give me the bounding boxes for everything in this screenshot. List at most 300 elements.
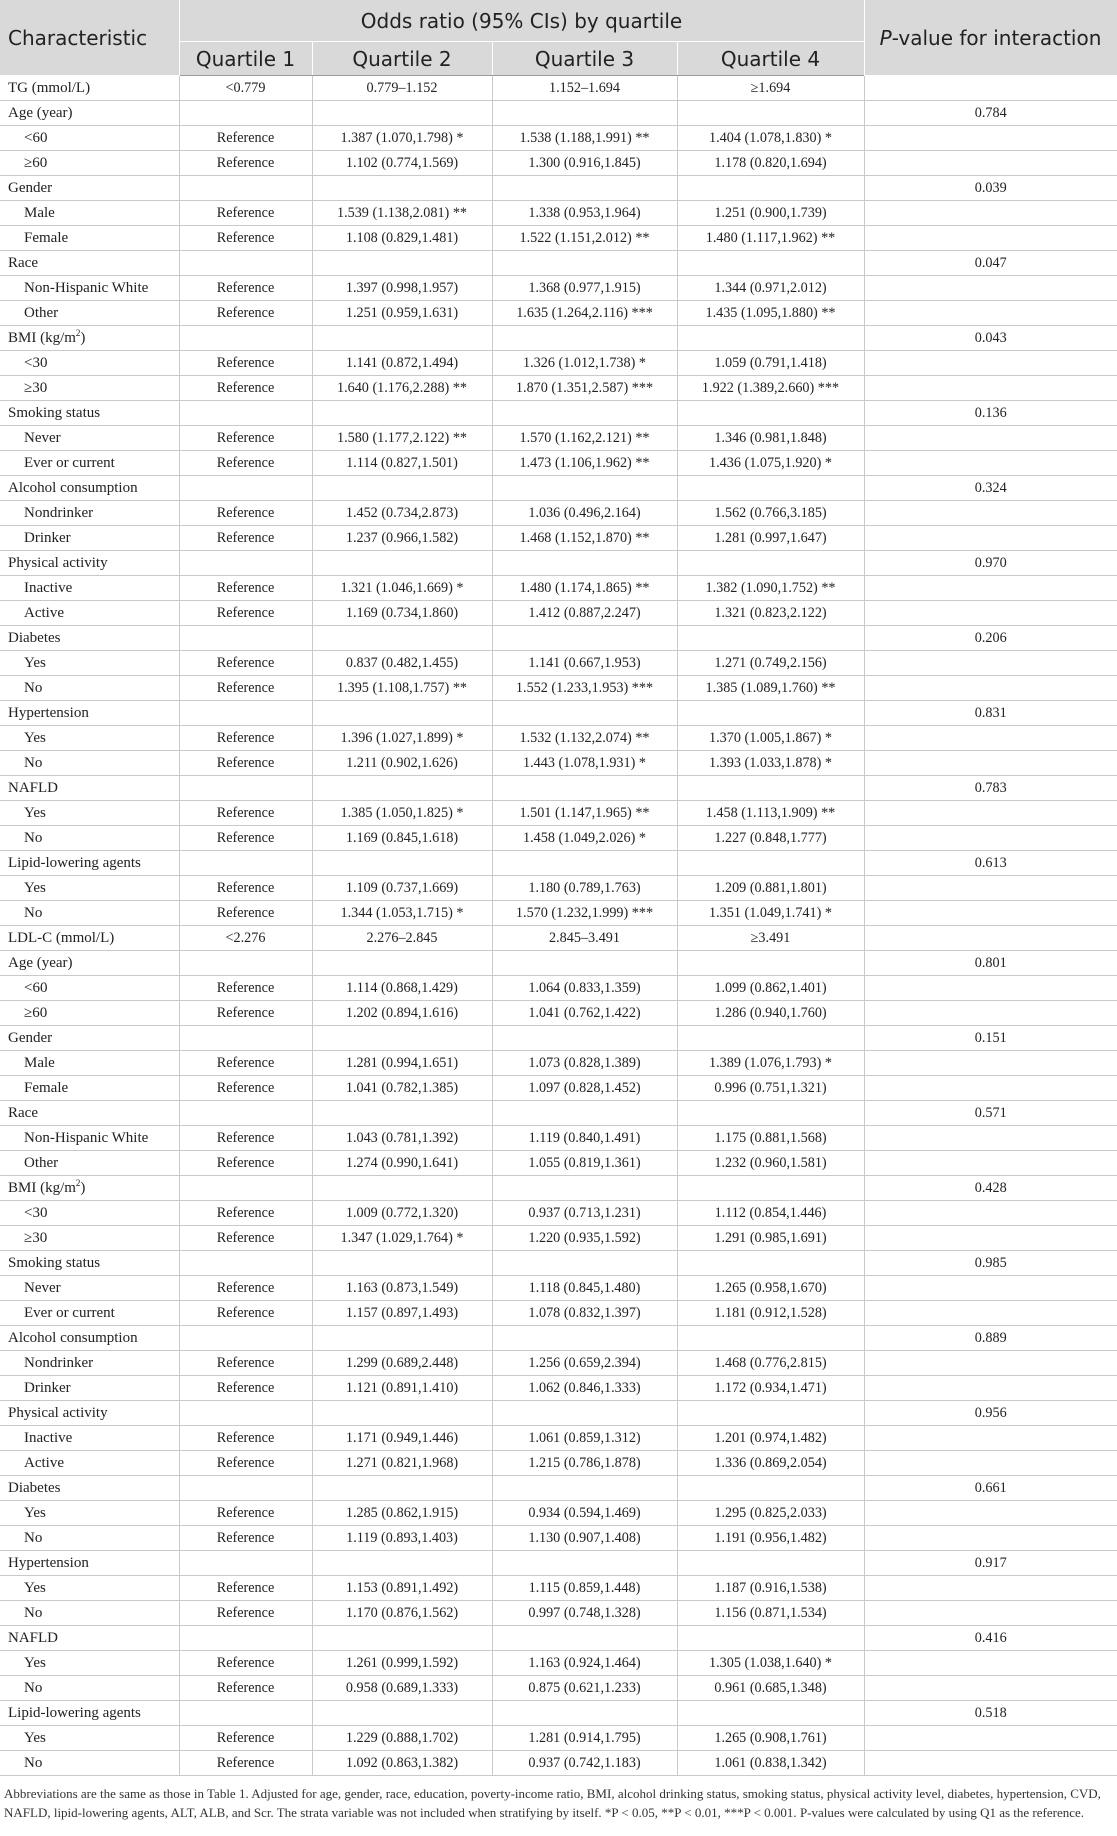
quartile-cell-q3: 1.443 (1.078,1.931) * [492,751,677,776]
characteristic-label: Yes [24,804,46,821]
quartile-cell-q2: 1.114 (0.868,1.429) [312,976,492,1001]
p-value-cell: 0.661 [864,1476,1117,1501]
quartile-cell-q3 [492,326,677,351]
p-value-cell [864,1276,1117,1301]
quartile-cell-q4: 1.251 (0.900,1.739) [677,201,864,226]
group-row [0,1401,1117,1426]
quartile-cell-q2 [312,1626,492,1651]
characteristic-label: Lipid-lowering agents [8,1704,141,1721]
quartile-cell-q2 [312,401,492,426]
quartile-cell-q3: 0.937 (0.742,1.183) [492,1751,677,1776]
quartile-cell-q3 [492,251,677,276]
quartile-cell-q2 [312,1101,492,1126]
characteristic-cell [0,1326,179,1351]
quartile-cell-q4: 1.281 (0.997,1.647) [677,526,864,551]
quartile-cell-q2: 1.041 (0.782,1.385) [312,1076,492,1101]
quartile-cell-q2 [312,626,492,651]
p-value-cell: 0.416 [864,1626,1117,1651]
quartile-cell-q3: 1.532 (1.132,2.074) ** [492,726,677,751]
quartile-cell-q2: 1.261 (0.999,1.592) [312,1651,492,1676]
quartile-cell-q3 [492,776,677,801]
quartile-cell-q4 [677,951,864,976]
quartile-cell-q4: 1.458 (1.113,1.909) ** [677,801,864,826]
group-row [0,551,1117,576]
table-row [0,826,1117,851]
header-odds-ratio: Odds ratio (95% CIs) by quartile [179,0,864,42]
quartile-cell-q4 [677,851,864,876]
quartile-cell-q4 [677,1326,864,1351]
characteristic-cell [0,676,179,701]
quartile-cell-q3: 1.041 (0.762,1.422) [492,1001,677,1026]
p-value-cell: 0.801 [864,951,1117,976]
quartile-cell-q2: 1.119 (0.893,1.403) [312,1526,492,1551]
p-value-cell [864,1526,1117,1551]
quartile-cell-q1: Reference [179,1226,312,1251]
p-value-cell [864,1426,1117,1451]
characteristic-label: Yes [24,879,46,896]
quartile-cell-q1 [179,1626,312,1651]
p-value-cell: 0.613 [864,851,1117,876]
group-row [0,1626,1117,1651]
quartile-cell-q3: 1.570 (1.232,1.999) *** [492,901,677,926]
characteristic-label: Ever or current [24,454,115,471]
characteristic-label: <30 [24,1204,48,1221]
characteristic-label: TG (mmol/L) [8,79,91,96]
quartile-cell-q3: 1.338 (0.953,1.964) [492,201,677,226]
table-row [0,1501,1117,1526]
group-row [0,401,1117,426]
table-row [0,801,1117,826]
p-value-cell [864,1751,1117,1776]
quartile-cell-q1: Reference [179,1276,312,1301]
footnote-sig-2: **P < 0.01, [661,1805,725,1820]
characteristic-label: Gender [8,179,53,196]
characteristic-label: Male [24,204,55,221]
table-row [0,1226,1117,1251]
p-value-cell: 0.428 [864,1176,1117,1201]
quartile-cell-q4 [677,251,864,276]
quartile-cell-q1 [179,626,312,651]
quartile-cell-q1: Reference [179,201,312,226]
characteristic-cell [0,1376,179,1401]
unit-superscript: 2 [75,327,81,338]
characteristic-label: Active [24,1454,64,1471]
quartile-cell-q3: 1.163 (0.924,1.464) [492,1651,677,1676]
characteristic-label: Yes [24,1729,46,1746]
quartile-cell-q2 [312,176,492,201]
quartile-cell-q1 [179,1401,312,1426]
quartile-cell-q2: 1.251 (0.959,1.631) [312,301,492,326]
quartile-cell-q4: 1.286 (0.940,1.760) [677,1001,864,1026]
footnote-text: Abbreviations are the same as those in Table 1. Adjusted for age, gender, race, education, poverty-income ratio, BMI, alcohol drinking status, smoking status, physical activity level, diabetes, hypertension, CVD, NAFLD, lipid-lowering agents, ALT, ALB, and Scr. The strata variable was not included when stratifying by itself. [4,1786,1101,1820]
table-row [0,1276,1117,1301]
table-body [0,76,1117,1776]
quartile-cell-q2 [312,326,492,351]
characteristic-cell [0,1601,179,1626]
quartile-cell-q2: 1.281 (0.994,1.651) [312,1051,492,1076]
quartile-cell-q4: 1.468 (0.776,2.815) [677,1351,864,1376]
quartile-cell-q2 [312,1476,492,1501]
characteristic-label: Yes [24,1504,46,1521]
characteristic-label: Physical activity [8,554,108,571]
quartile-cell-q4: 1.061 (0.838,1.342) [677,1751,864,1776]
quartile-cell-q2: 1.452 (0.734,2.873) [312,501,492,526]
quartile-cell-q4 [677,626,864,651]
table-row [0,1351,1117,1376]
quartile-cell-q3: 1.118 (0.845,1.480) [492,1276,677,1301]
footnote-tail: P-values were calculated by using Q1 as the reference. [799,1805,1085,1820]
quartile-cell-q2 [312,776,492,801]
p-value-cell [864,926,1117,951]
characteristic-cell [0,1026,179,1051]
quartile-cell-q3 [492,701,677,726]
characteristic-cell [0,826,179,851]
group-row [0,626,1117,651]
characteristic-cell [0,751,179,776]
p-value-cell: 0.136 [864,401,1117,426]
table-row [0,1376,1117,1401]
p-value-cell: 0.518 [864,1701,1117,1726]
characteristic-cell [0,1701,179,1726]
characteristic-cell [0,601,179,626]
quartile-cell-q3: 1.635 (1.264,2.116) *** [492,301,677,326]
quartile-cell-q4 [677,1026,864,1051]
quartile-cell-q1: Reference [179,376,312,401]
quartile-cell-q1: Reference [179,751,312,776]
quartile-cell-q2: 1.009 (0.772,1.320) [312,1201,492,1226]
characteristic-label: Drinker [24,529,71,546]
quartile-cell-q1: Reference [179,151,312,176]
group-row [0,701,1117,726]
table-row [0,1076,1117,1101]
quartile-cell-q4: 1.271 (0.749,2.156) [677,651,864,676]
characteristic-cell [0,1351,179,1376]
quartile-cell-q3: 1.300 (0.916,1.845) [492,151,677,176]
characteristic-label: Male [24,1054,55,1071]
quartile-cell-q1: Reference [179,1376,312,1401]
characteristic-label: Drinker [24,1379,71,1396]
table-footnote [0,1776,1117,1822]
quartile-cell-q1: Reference [179,801,312,826]
characteristic-label: Yes [24,1654,46,1671]
quartile-cell-q2: 1.299 (0.689,2.448) [312,1351,492,1376]
characteristic-cell [0,276,179,301]
header-quartile-4: Quartile 4 [677,42,864,76]
quartile-cell-q4: 1.232 (0.960,1.581) [677,1151,864,1176]
characteristic-cell [0,451,179,476]
p-value-cell [864,1001,1117,1026]
quartile-cell-q3: 1.570 (1.162,2.121) ** [492,426,677,451]
quartile-cell-q1: Reference [179,1451,312,1476]
quartile-cell-q1 [179,176,312,201]
quartile-cell-q1 [179,251,312,276]
characteristic-label: No [24,904,43,921]
characteristic-cell [0,551,179,576]
quartile-cell-q3: 1.078 (0.832,1.397) [492,1301,677,1326]
p-value-cell: 0.571 [864,1101,1117,1126]
quartile-cell-q3 [492,101,677,126]
characteristic-label: Nondrinker [24,1354,94,1371]
characteristic-cell [0,1726,179,1751]
quartile-cell-q1 [179,776,312,801]
quartile-cell-q3 [492,176,677,201]
table-row [0,576,1117,601]
quartile-cell-q3: 1.115 (0.859,1.448) [492,1576,677,1601]
characteristic-label: Never [24,1279,61,1296]
p-value-cell [864,1151,1117,1176]
characteristic-label-end: ) [80,329,86,346]
quartile-cell-q3: 0.997 (0.748,1.328) [492,1601,677,1626]
quartile-cell-q3: 1.468 (1.152,1.870) ** [492,526,677,551]
quartile-cell-q4 [677,101,864,126]
quartile-cell-q1: Reference [179,526,312,551]
quartile-cell-q4: 1.227 (0.848,1.777) [677,826,864,851]
quartile-cell-q4: 1.922 (1.389,2.660) *** [677,376,864,401]
quartile-cell-q1: Reference [179,351,312,376]
quartile-cell-q1: Reference [179,1151,312,1176]
table-row [0,1426,1117,1451]
quartile-cell-q4: 1.172 (0.934,1.471) [677,1376,864,1401]
header-p-value [864,0,1117,76]
group-row [0,1476,1117,1501]
group-row [0,176,1117,201]
quartile-cell-q2: 1.395 (1.108,1.757) ** [312,676,492,701]
quartile-cell-q4: 1.112 (0.854,1.446) [677,1201,864,1226]
quartile-cell-q3: 0.875 (0.621,1.233) [492,1676,677,1701]
quartile-cell-q3: 1.458 (1.049,2.026) * [492,826,677,851]
characteristic-label: No [24,754,43,771]
quartile-cell-q4 [677,1476,864,1501]
p-value-cell [864,426,1117,451]
group-row [0,1101,1117,1126]
quartile-cell-q4: 1.178 (0.820,1.694) [677,151,864,176]
footnote-sig-3: ***P < 0.001. [724,1805,800,1820]
p-value-cell [864,901,1117,926]
quartile-cell-q2: 1.385 (1.050,1.825) * [312,801,492,826]
p-value-cell [864,1651,1117,1676]
characteristic-cell [0,1651,179,1676]
table-row [0,901,1117,926]
characteristic-cell [0,976,179,1001]
quartile-cell-q2: 1.170 (0.876,1.562) [312,1601,492,1626]
quartile-cell-q2 [312,476,492,501]
quartile-cell-q2: 1.109 (0.737,1.669) [312,876,492,901]
p-value-cell [864,276,1117,301]
quartile-cell-q1: <0.779 [179,76,312,101]
quartile-cell-q3 [492,1326,677,1351]
group-row [0,851,1117,876]
p-value-cell [864,1676,1117,1701]
quartile-cell-q1 [179,701,312,726]
quartile-cell-q4 [677,401,864,426]
quartile-cell-q4: 1.321 (0.823,2.122) [677,601,864,626]
quartile-cell-q4: 1.265 (0.958,1.670) [677,1276,864,1301]
group-row [0,251,1117,276]
p-value-cell: 0.784 [864,101,1117,126]
quartile-cell-q2: 1.580 (1.177,2.122) ** [312,426,492,451]
quartile-cell-q3: 1.473 (1.106,1.962) ** [492,451,677,476]
quartile-cell-q2 [312,1326,492,1351]
quartile-cell-q3: 1.368 (0.977,1.915) [492,276,677,301]
quartile-cell-q1: Reference [179,726,312,751]
characteristic-cell [0,1126,179,1151]
characteristic-label: Alcohol consumption [8,479,138,496]
characteristic-label: No [24,1604,43,1621]
characteristic-cell [0,1201,179,1226]
quartile-cell-q2: 1.274 (0.990,1.641) [312,1151,492,1176]
quartile-cell-q3 [492,401,677,426]
quartile-cell-q4: 1.175 (0.881,1.568) [677,1126,864,1151]
table-row [0,1726,1117,1751]
quartile-cell-q3: 1.501 (1.147,1.965) ** [492,801,677,826]
quartile-cell-q3 [492,1476,677,1501]
characteristic-cell [0,426,179,451]
quartile-cell-q1: Reference [179,1651,312,1676]
unit-superscript: 2 [75,1177,81,1188]
characteristic-label: Hypertension [8,704,89,721]
p-value-cell [864,751,1117,776]
characteristic-cell [0,1251,179,1276]
table-row [0,501,1117,526]
quartile-cell-q4: 1.201 (0.974,1.482) [677,1426,864,1451]
quartile-cell-q3: 1.061 (0.859,1.312) [492,1426,677,1451]
characteristic-label: Hypertension [8,1554,89,1571]
quartile-cell-q4: 1.181 (0.912,1.528) [677,1301,864,1326]
characteristic-label: Yes [24,729,46,746]
characteristic-label: NAFLD [8,1629,59,1646]
p-value-cell [864,1501,1117,1526]
p-value-cell: 0.324 [864,476,1117,501]
quartile-cell-q1: Reference [179,1001,312,1026]
quartile-cell-q3: 1.064 (0.833,1.359) [492,976,677,1001]
quartile-cell-q3: 1.152–1.694 [492,76,677,101]
p-value-cell [864,1076,1117,1101]
quartile-cell-q4: 1.385 (1.089,1.760) ** [677,676,864,701]
p-value-cell [864,526,1117,551]
quartile-cell-q2: 1.321 (1.046,1.669) * [312,576,492,601]
quartile-cell-q2: 1.102 (0.774,1.569) [312,151,492,176]
quartile-cell-q2 [312,1026,492,1051]
p-value-cell: 0.889 [864,1326,1117,1351]
quartile-cell-q1: Reference [179,601,312,626]
quartile-cell-q3: 1.119 (0.840,1.491) [492,1126,677,1151]
quartile-cell-q3: 1.215 (0.786,1.878) [492,1451,677,1476]
quartile-cell-q4: 1.156 (0.871,1.534) [677,1601,864,1626]
characteristic-label: No [24,1529,43,1546]
quartile-cell-q4 [677,1176,864,1201]
quartile-cell-q2: 2.276–2.845 [312,926,492,951]
characteristic-cell [0,651,179,676]
quartile-cell-q4: 1.404 (1.078,1.830) * [677,126,864,151]
quartile-cell-q3: 1.062 (0.846,1.333) [492,1376,677,1401]
quartile-cell-q3: 1.480 (1.174,1.865) ** [492,576,677,601]
quartile-cell-q1: Reference [179,1426,312,1451]
quartile-cell-q3 [492,476,677,501]
p-value-cell [864,226,1117,251]
characteristic-cell [0,301,179,326]
quartile-cell-q3: 1.141 (0.667,1.953) [492,651,677,676]
quartile-cell-q1 [179,1101,312,1126]
characteristic-cell [0,201,179,226]
quartile-cell-q1 [179,551,312,576]
quartile-cell-q3: 1.220 (0.935,1.592) [492,1226,677,1251]
quartile-cell-q2: 1.347 (1.029,1.764) * [312,1226,492,1251]
table-row [0,426,1117,451]
quartile-cell-q4 [677,701,864,726]
group-row [0,1551,1117,1576]
characteristic-label: Diabetes [8,1479,61,1496]
characteristic-cell [0,326,179,351]
p-value-cell [864,351,1117,376]
table-row [0,1526,1117,1551]
characteristic-cell [0,1576,179,1601]
quartile-cell-q3 [492,1176,677,1201]
quartile-cell-q1: Reference [179,126,312,151]
quartile-cell-q1: Reference [179,826,312,851]
quartile-cell-q4: 1.370 (1.005,1.867) * [677,726,864,751]
quartile-cell-q1: Reference [179,1501,312,1526]
characteristic-cell [0,476,179,501]
characteristic-label: Alcohol consumption [8,1329,138,1346]
quartile-cell-q1: Reference [179,901,312,926]
quartile-cell-q2: 1.108 (0.829,1.481) [312,226,492,251]
table-row [0,276,1117,301]
characteristic-label: Age (year) [8,954,73,971]
quartile-cell-q2: 1.169 (0.734,1.860) [312,601,492,626]
characteristic-cell [0,501,179,526]
quartile-cell-q1: Reference [179,1351,312,1376]
quartile-cell-q3: 1.522 (1.151,2.012) ** [492,226,677,251]
p-value-cell [864,501,1117,526]
characteristic-cell [0,1476,179,1501]
characteristic-label: NAFLD [8,779,59,796]
characteristic-cell [0,1151,179,1176]
section-row [0,926,1117,951]
characteristic-cell [0,251,179,276]
group-row [0,101,1117,126]
header-quartile-3: Quartile 3 [492,42,677,76]
quartile-cell-q3: 1.256 (0.659,2.394) [492,1351,677,1376]
quartile-cell-q2: 1.157 (0.897,1.493) [312,1301,492,1326]
quartile-cell-q1 [179,101,312,126]
p-value-cell [864,201,1117,226]
characteristic-cell [0,1226,179,1251]
quartile-cell-q3 [492,1701,677,1726]
characteristic-cell [0,951,179,976]
quartile-cell-q4: 0.996 (0.751,1.321) [677,1076,864,1101]
characteristic-cell [0,576,179,601]
group-row [0,1701,1117,1726]
quartile-cell-q2 [312,851,492,876]
quartile-cell-q1 [179,1026,312,1051]
p-value-cell [864,1376,1117,1401]
quartile-cell-q2: 1.114 (0.827,1.501) [312,451,492,476]
quartile-cell-q1 [179,1551,312,1576]
quartile-cell-q2: 1.397 (0.998,1.957) [312,276,492,301]
quartile-cell-q4 [677,1401,864,1426]
characteristic-label-end: ) [80,1179,86,1196]
characteristic-label: Yes [24,1579,46,1596]
table-row [0,451,1117,476]
p-value-cell [864,676,1117,701]
quartile-cell-q2: 1.092 (0.863,1.382) [312,1751,492,1776]
characteristic-label: BMI (kg/m [8,329,76,346]
characteristic-cell [0,101,179,126]
quartile-cell-q4: 1.295 (0.825,2.033) [677,1501,864,1526]
table-row [0,1001,1117,1026]
quartile-cell-q1 [179,326,312,351]
table-row [0,751,1117,776]
